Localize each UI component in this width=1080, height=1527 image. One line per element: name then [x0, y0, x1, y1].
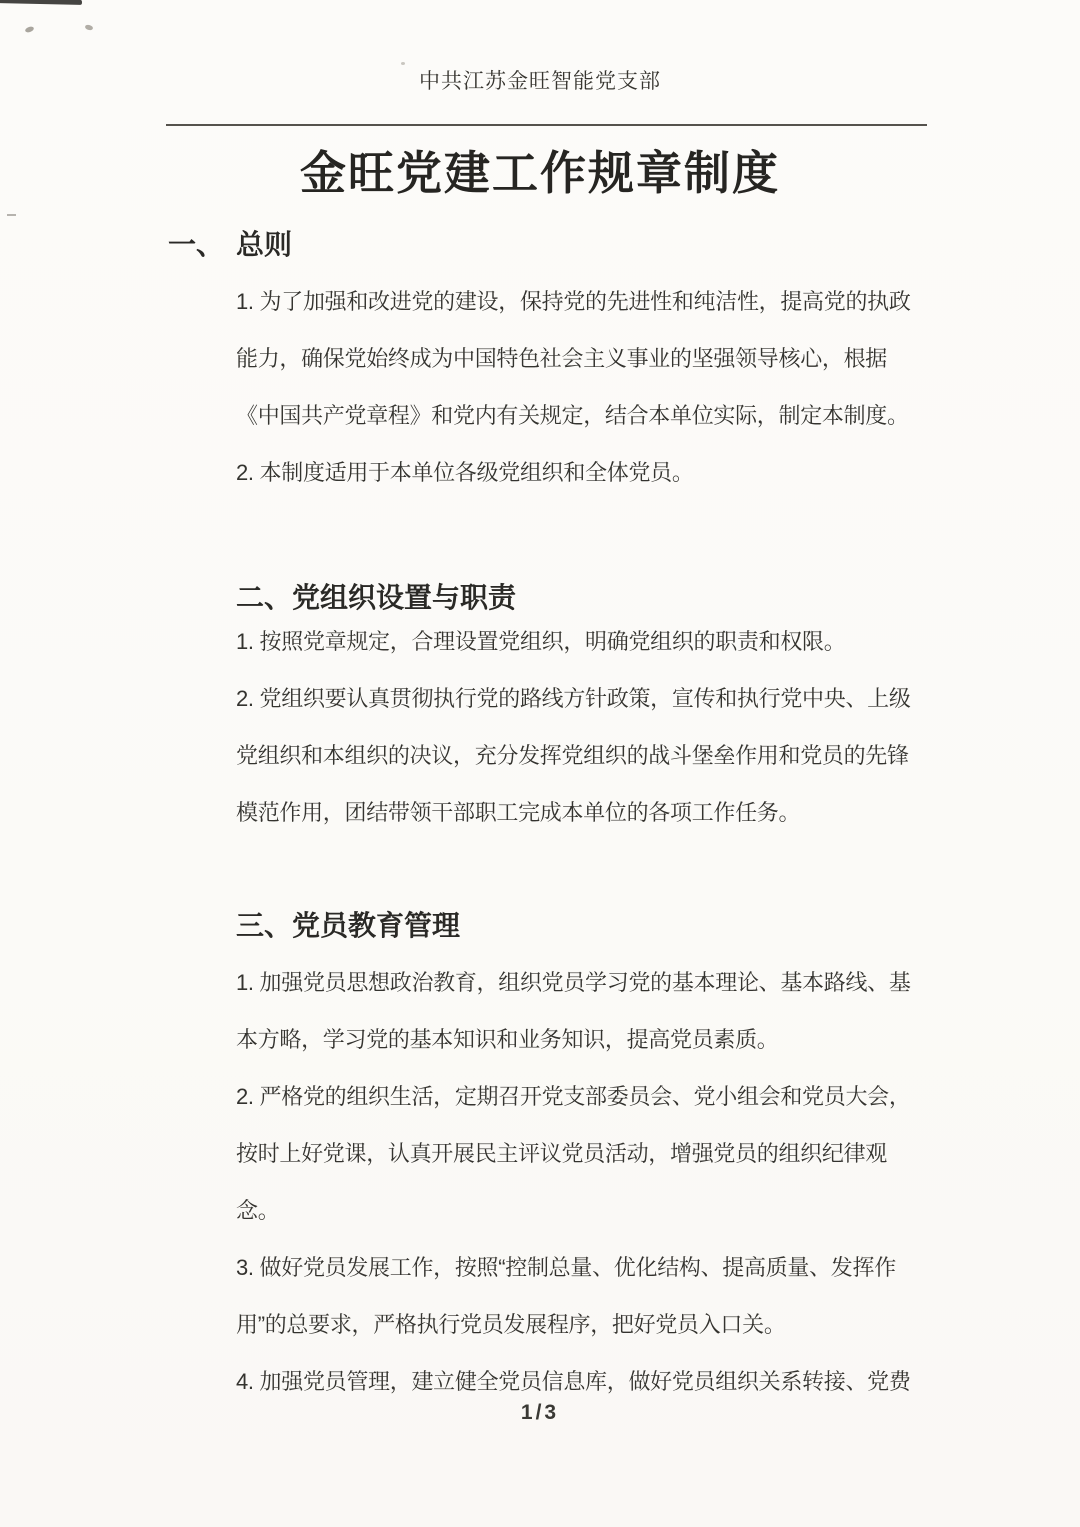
section-heading-row	[236, 583, 936, 613]
section-heading: 党组织设置与职责	[292, 582, 517, 613]
section-paragraphs	[236, 613, 936, 841]
section-org-setup-duties	[236, 583, 936, 841]
section-number: 一、	[168, 229, 225, 260]
body-line: 模范作用，团结带领干部职工完成本单位的各项工作任务。	[236, 800, 801, 825]
section-paragraphs	[236, 954, 936, 1410]
section-heading-row	[236, 911, 936, 941]
section-heading: 总则	[236, 229, 293, 260]
body-line: 用”的总要求，严格执行党员发展程序，把好党员入口关。	[236, 1312, 786, 1337]
body-line: 本方略，学习党的基本知识和业务知识，提高党员素质。	[236, 1027, 779, 1052]
letterhead-divider	[166, 124, 927, 126]
section-number: 二、	[236, 582, 293, 613]
body-line: 2. 本制度适用于本单位各级党组织和全体党员。	[236, 460, 694, 485]
section-general-principles	[168, 229, 936, 501]
section-paragraphs	[236, 273, 936, 501]
body-line: 1. 按照党章规定，合理设置党组织，明确党组织的职责和权限。	[236, 629, 846, 654]
scan-speck	[84, 24, 93, 31]
body-line: 2. 严格党的组织生活，定期召开党支部委员会、党小组会和党员大会，	[236, 1084, 911, 1109]
document-title: 金旺党建工作规章制度	[300, 147, 780, 199]
scan-speck	[7, 214, 16, 216]
body-line: 能力，确保党始终成为中国特色社会主义事业的坚强领导核心，根据	[236, 346, 888, 371]
scan-edge-artifact	[0, 0, 82, 5]
letterhead-org-name: 中共江苏金旺智能党支部	[419, 69, 661, 93]
section-number: 三、	[236, 910, 293, 941]
body-line: 3. 做好党员发展工作，按照“控制总量、优化结构、提高质量、发挥作	[236, 1255, 896, 1280]
section-heading: 党员教育管理	[292, 910, 461, 941]
section-member-education	[236, 911, 936, 1410]
body-line: 党组织和本组织的决议，充分发挥党组织的战斗堡垒作用和党员的先锋	[236, 743, 909, 768]
scan-speck	[401, 62, 405, 65]
body-line: 念。	[236, 1198, 280, 1223]
body-line: 《中国共产党章程》和党内有关规定，结合本单位实际，制定本制度。	[236, 403, 909, 428]
scan-speck	[24, 26, 34, 34]
body-line: 2. 党组织要认真贯彻执行党的路线方针政策，宣传和执行党中央、上级	[236, 686, 911, 711]
body-line: 1. 加强党员思想政治教育，组织党员学习党的基本理论、基本路线、基	[236, 970, 911, 995]
page-number: 1/3	[520, 1401, 560, 1424]
document-body	[168, 229, 936, 1410]
section-heading-row	[168, 229, 936, 260]
body-line: 按时上好党课，认真开展民主评议党员活动，增强党员的组织纪律观	[236, 1141, 888, 1166]
body-line: 1. 为了加强和改进党的建设，保持党的先进性和纯洁性，提高党的执政	[236, 289, 911, 314]
body-line: 4. 加强党员管理，建立健全党员信息库，做好党员组织关系转接、党费	[236, 1369, 911, 1394]
